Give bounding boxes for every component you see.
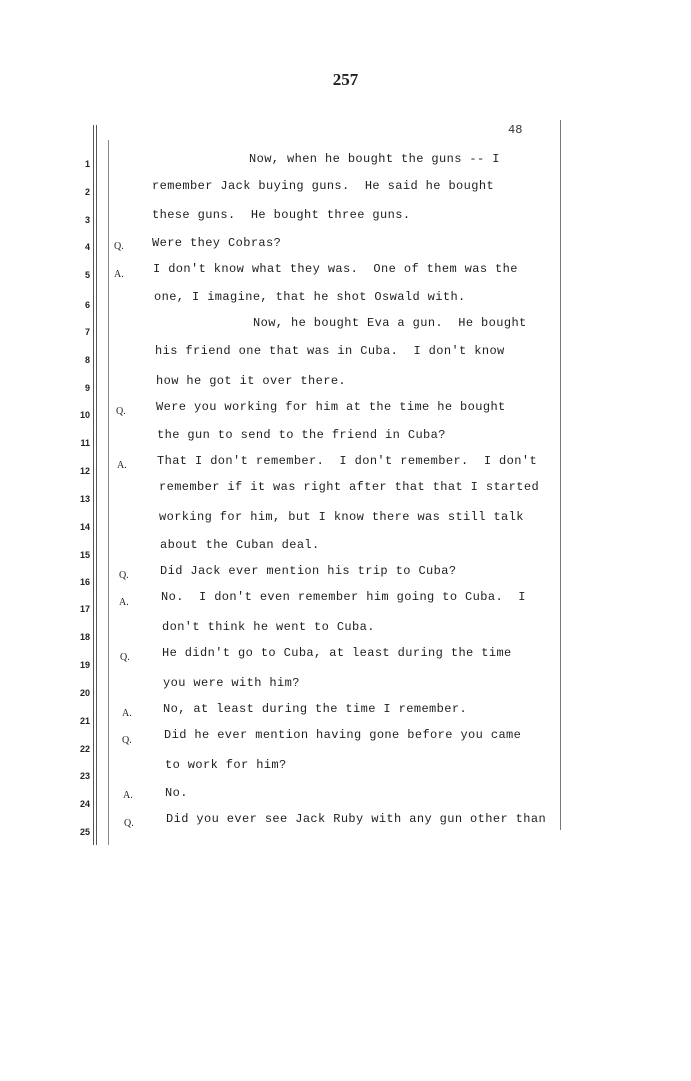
line-number: 21 (79, 716, 90, 726)
transcript-line: remember Jack buying guns. He said he bought (152, 179, 495, 193)
transcript-line: don't think he went to Cuba. (162, 620, 375, 634)
line-number: 10 (79, 410, 90, 420)
speaker-marker: Q. (122, 735, 132, 746)
line-number: 8 (84, 355, 90, 365)
line-number: 16 (79, 577, 90, 587)
line-number: 3 (84, 215, 90, 225)
line-number: 19 (79, 660, 90, 670)
transcript-line: Did Jack ever mention his trip to Cuba? (160, 564, 457, 578)
speaker-marker: Q. (114, 241, 124, 252)
line-number: 6 (84, 300, 90, 310)
line-number: 15 (79, 550, 90, 560)
speaker-marker: Q. (124, 818, 134, 829)
line-number: 18 (79, 632, 90, 642)
transcript-line: Did you ever see Jack Ruby with any gun other than (166, 812, 547, 826)
right-margin-rule (560, 120, 561, 830)
transcript-line: his friend one that was in Cuba. I don't know (155, 344, 505, 358)
transcript-line: That I don't remember. I don't remember. I don't (157, 454, 538, 468)
transcript-line: these guns. He bought three guns. (152, 208, 411, 222)
transcript-line: Now, he bought Eva a gun. He bought (253, 316, 527, 330)
line-number: 20 (79, 688, 90, 698)
line-number: 2 (84, 187, 90, 197)
transcript-line: Did he ever mention having gone before you came (164, 728, 522, 742)
speaker-marker: A. (119, 597, 129, 608)
transcript-line: you were with him? (163, 676, 300, 690)
line-number: 7 (84, 327, 90, 337)
speaker-marker: Q. (119, 570, 129, 581)
line-number: 5 (84, 270, 90, 280)
line-number: 24 (79, 799, 90, 809)
line-number: 12 (79, 466, 90, 476)
transcript-line: how he got it over there. (156, 374, 347, 388)
line-number: 4 (84, 242, 90, 252)
transcript-line: the gun to send to the friend in Cuba? (157, 428, 446, 442)
line-number: 1 (84, 159, 90, 169)
line-number: 11 (80, 438, 90, 448)
line-number: 22 (79, 744, 90, 754)
line-number: 9 (84, 383, 90, 393)
transcript-line: remember if it was right after that that I started (159, 480, 540, 494)
speaker-marker: A. (123, 790, 133, 801)
line-number: 14 (79, 522, 90, 532)
sheet-number: 48 (508, 123, 523, 137)
speaker-marker: A. (122, 708, 132, 719)
speaker-marker: Q. (120, 652, 130, 663)
left-margin-rule (108, 140, 109, 845)
line-number: 17 (79, 604, 90, 614)
transcript-line: I don't know what they was. One of them was the (153, 262, 518, 276)
transcript-line: No, at least during the time I remember. (163, 702, 468, 716)
left-margin-rule (96, 125, 97, 845)
line-number: 13 (79, 494, 90, 504)
transcript-line: No. (165, 786, 188, 800)
line-number: 23 (79, 771, 90, 781)
speaker-marker: A. (114, 269, 124, 280)
transcript-line: He didn't go to Cuba, at least during the time (162, 646, 512, 660)
transcript-line: to work for him? (165, 758, 287, 772)
transcript-line: Were they Cobras? (152, 236, 282, 250)
speaker-marker: Q. (116, 406, 126, 417)
line-number: 25 (79, 827, 90, 837)
transcript-line: Were you working for him at the time he bought (156, 400, 506, 414)
transcript-line: Now, when he bought the guns -- I (249, 152, 500, 166)
transcript-line: about the Cuban deal. (160, 538, 320, 552)
speaker-marker: A. (117, 460, 127, 471)
page-number: 257 (332, 70, 359, 89)
transcript-line: working for him, but I know there was still talk (159, 510, 524, 524)
transcript-line: one, I imagine, that he shot Oswald with. (154, 290, 466, 304)
transcript-line: No. I don't even remember him going to Cuba. I (161, 590, 526, 604)
left-margin-rule (93, 125, 94, 845)
